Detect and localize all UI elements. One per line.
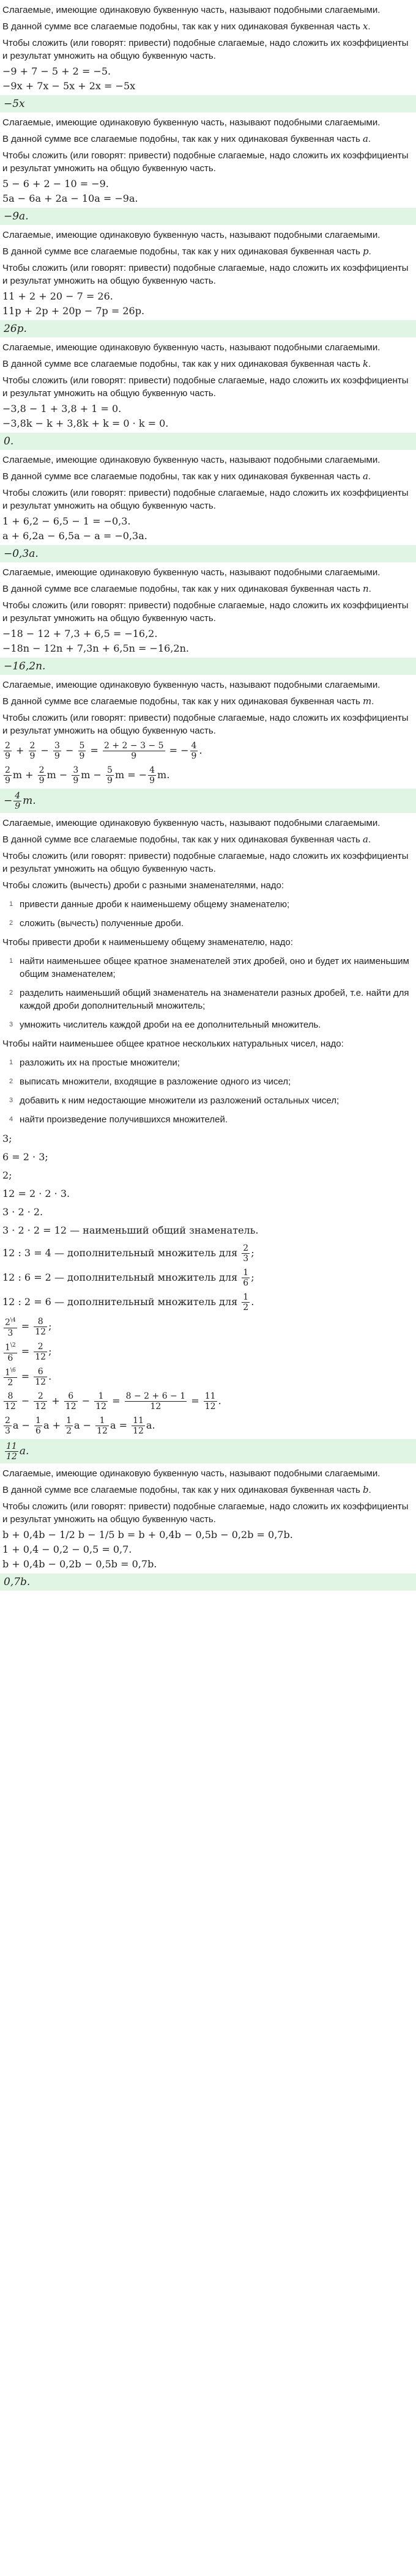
- alike-definition: Слагаемые, имеющие одинаковую буквенную часть, называют подобными слагаемыми.: [2, 818, 381, 828]
- similar-statement: В данной сумме все слагаемые подобны, так как у них одинаковая буквенная часть a.: [2, 133, 371, 144]
- combine-rule: Чтобы сложить (или говорят: привести) подобные слагаемые, надо сложить их коэффициенты и результат умножить на общую буквенную часть.: [2, 150, 409, 174]
- math-line: −18n − 12n + 7,3n + 6,5n = −16,2n.: [2, 642, 189, 654]
- combine-rule: Чтобы сложить (или говорят: привести) подобные слагаемые, надо сложить их коэффициенты и результат умножить на общую буквенную часть.: [2, 1501, 409, 1525]
- fraction: $\frac{2}{9}$: [5, 741, 10, 761]
- solution-block: [2, 566, 414, 675]
- list-item: 1 найти наименьшее общее кратное знаменателей этих дробей, оно и будет их наименьшим общим знаменателем;: [9, 956, 409, 979]
- letter-part: b: [362, 1484, 369, 1496]
- list-item: 4 найти произведение получившихся множителей.: [9, 1114, 228, 1125]
- similar-statement: В данной сумме все слагаемые подобны, так как у них одинаковая буквенная часть a.: [2, 471, 371, 482]
- combine-rule: Чтобы сложить (или говорят: привести) подобные слагаемые, надо сложить их коэффициенты и результат умножить на общую буквенную часть.: [2, 375, 409, 399]
- similar-statement: В данной сумме все слагаемые подобны, так как у них одинаковая буквенная часть a.: [2, 834, 371, 845]
- calc-line-frac: 12 : 2 = 6 — дополнительный множитель для $\frac{1}{2}$ .: [2, 1292, 254, 1312]
- math-line: −3,8k − k + 3,8k + k = 0 · k = 0.: [2, 418, 169, 429]
- answer-band: −0,3a.: [0, 545, 416, 562]
- similar-statement: В данной сумме все слагаемые подобны, так как у них одинаковая буквенная часть b.: [2, 1484, 371, 1496]
- combine-rule: Чтобы сложить (или говорят: привести) подобные слагаемые, надо сложить их коэффициенты и результат умножить на общую буквенную часть.: [2, 38, 409, 61]
- calc-line: 12 = 2 · 2 · 3.: [2, 1188, 70, 1199]
- list-item: 2 разделить наименьший общий знаменатель на знаменатели разных дробей, т.е. найти для каждой дроби дополнительный множитель;: [9, 988, 409, 1011]
- math-line: −18 − 12 + 7,3 + 6,5 = −16,2.: [2, 628, 158, 639]
- fraction: $\frac{2}{9}$: [29, 741, 35, 761]
- similar-statement: В данной сумме все слагаемые подобны, так как у них одинаковая буквенная часть p.: [2, 246, 371, 257]
- math-line: −9x + 7x − 5x + 2x = −5x: [2, 80, 136, 92]
- combine-rule: Чтобы сложить (или говорят: привести) подобные слагаемые, надо сложить их коэффициенты и результат умножить на общую буквенную часть.: [2, 263, 409, 286]
- answer-band: 0,7b.: [0, 1573, 416, 1591]
- math-line: 5a − 6a + 2a − 10a = −9a.: [2, 193, 138, 204]
- similar-statement: В данной сумме все слагаемые подобны, так как у них одинаковая буквенная часть m.: [2, 696, 374, 707]
- alike-definition: Слагаемые, имеющие одинаковую буквенную часть, называют подобными слагаемыми.: [2, 455, 381, 465]
- math-line: −3,8 − 1 + 3,8 + 1 = 0.: [2, 403, 122, 414]
- calc-line: 2;: [2, 1169, 12, 1181]
- letter-part: x: [362, 21, 368, 32]
- calc-line-frac: 12 : 3 = 4 — дополнительный множитель для $\frac{2}{3}$ ;: [2, 1243, 254, 1264]
- alike-definition: Слагаемые, имеющие одинаковую буквенную часть, называют подобными слагаемыми.: [2, 567, 381, 578]
- alike-definition: Слагаемые, имеющие одинаковую буквенную часть, называют подобными слагаемыми.: [2, 680, 381, 690]
- solution-block: [2, 4, 414, 112]
- list-item: 1 привести данные дроби к наименьшему общему знаменателю;: [9, 899, 290, 910]
- fraction-line: $\frac{2}{9}$ m + $\frac{2}{9}$ m − $\frac{3}{9}$ m − $\frac{5}{9}$ m = − $\frac{4}{9}$ m.: [5, 765, 170, 786]
- answer-band: $\frac{11}{12}$ a.: [0, 1439, 416, 1463]
- math-line: 11p + 2p + 20p − 7p = 26p.: [2, 305, 145, 317]
- solution-block: [2, 454, 414, 562]
- fraction-line: $\frac{1^{\backslash 6}}{2}$ = $\frac{6}{12}$ .: [5, 1366, 52, 1388]
- letter-part: a: [362, 834, 368, 845]
- letter-part: n: [362, 583, 369, 594]
- math-line: b + 0,4b − 1/2 b − 1/5 b = b + 0,4b − 0,5b − 0,2b = 0,7b.: [2, 1529, 293, 1541]
- reduce-intro: Чтобы привести дроби к наименьшему общему знаменателю, надо:: [2, 937, 293, 948]
- answer-band: 26p.: [0, 320, 416, 337]
- fraction: $\frac{2 + 2 - 3 - 5}{9}$: [104, 741, 164, 761]
- answer-band: −16,2n.: [0, 658, 416, 675]
- similar-statement: В данной сумме все слагаемые подобны, так как у них одинаковая буквенная часть n.: [2, 583, 371, 594]
- alike-definition: Слагаемые, имеющие одинаковую буквенную часть, называют подобными слагаемыми.: [2, 230, 381, 240]
- fraction-line: $\frac{2}{3}$ a − $\frac{1}{6}$ a + $\frac{1}{2}$ a − $\frac{1}{12}$ a = $\frac{11}{12}$ a.: [5, 1416, 155, 1437]
- list-item: 3 добавить к ним недостающие множители из разложений остальных чисел;: [9, 1095, 340, 1106]
- reduce-steps: [2, 955, 414, 1031]
- letter-part: a: [362, 471, 368, 482]
- answer-band: −9a.: [0, 208, 416, 225]
- list-item: 2 сложить (вычесть) полученные дроби.: [9, 918, 184, 929]
- combine-rule: Чтобы сложить (или говорят: привести) подобные слагаемые, надо сложить их коэффициенты и результат умножить на общую буквенную часть.: [2, 488, 409, 511]
- solution-block-b: [2, 1467, 414, 1591]
- calc-line: 3 · 2 · 2 = 12 — наименьший общий знаменатель.: [2, 1224, 259, 1236]
- math-line: 5 − 6 + 2 − 10 = −9.: [2, 178, 109, 190]
- solution-block: [2, 341, 414, 450]
- calc-line-frac: 12 : 6 = 2 — дополнительный множитель для $\frac{1}{6}$ ;: [2, 1268, 254, 1288]
- solution-block: [2, 116, 414, 225]
- math-line: b + 0,4b − 0,2b − 0,5b = 0,7b.: [2, 1558, 157, 1570]
- calc-line: 3;: [2, 1133, 12, 1144]
- list-item: 2 выписать множители, входящие в разложение одного из чисел;: [9, 1076, 291, 1087]
- fraction: $\frac{4}{9}$: [191, 741, 197, 761]
- answer-band: −5x: [0, 95, 416, 112]
- math-line: 11 + 2 + 20 − 7 = 26.: [2, 290, 113, 302]
- fraction: $\frac{3}{9}$: [54, 741, 60, 761]
- solution-block-m: [2, 679, 414, 813]
- calc-line: 6 = 2 · 3;: [2, 1151, 48, 1163]
- math-line: −9 + 7 − 5 + 2 = −5.: [2, 65, 111, 77]
- solution-block-a-fractions: [2, 817, 414, 1463]
- calc-line: 3 · 2 · 2.: [2, 1206, 43, 1218]
- similar-statement: В данной сумме все слагаемые подобны, так как у них одинаковая буквенная часть x.: [2, 21, 371, 32]
- fraction-line: $\frac{2}{9}$ + $\frac{2}{9}$ − $\frac{3}{9}$ − $\frac{5}{9}$ = $\frac{2 + 2 - 3 - 5}{9}$ = − $\frac{4}{9}$ .: [5, 741, 202, 761]
- alike-definition: Слагаемые, имеющие одинаковую буквенную часть, называют подобными слагаемыми.: [2, 5, 381, 15]
- combine-rule: Чтобы сложить (или говорят: привести) подобные слагаемые, надо сложить их коэффициенты и результат умножить на общую буквенную часть.: [2, 713, 409, 736]
- math-line: 1 + 6,2 − 6,5 − 1 = −0,3.: [2, 515, 131, 527]
- combine-rule: Чтобы сложить (или говорят: привести) подобные слагаемые, надо сложить их коэффициенты и результат умножить на общую буквенную часть.: [2, 600, 409, 624]
- combine-rule: Чтобы сложить (или говорят: привести) подобные слагаемые, надо сложить их коэффициенты и результат умножить на общую буквенную часть.: [2, 851, 409, 874]
- simple-blocks: [2, 4, 414, 675]
- rule-steps: [2, 898, 414, 930]
- fraction-line: $\frac{8}{12}$ − $\frac{2}{12}$ + $\frac{6}{12}$ − $\frac{1}{12}$ = $\frac{8 - 2 + 6 - 1}{12}$ = $\frac{11}{12}$ .: [5, 1391, 221, 1412]
- alike-definition: Слагаемые, имеющие одинаковую буквенную часть, называют подобными слагаемыми.: [2, 117, 381, 128]
- list-item: 1 разложить их на простые множители;: [9, 1058, 180, 1068]
- answer-band: − $\frac{4}{9}$ m.: [0, 789, 416, 813]
- fraction-line: $\frac{1^{\backslash 2}}{6}$ = $\frac{2}{12}$ ;: [5, 1341, 52, 1363]
- letter-part: k: [362, 358, 369, 369]
- lcm-steps: [2, 1056, 414, 1126]
- list-item: 3 умножить числитель каждой дроби на ее дополнительный множитель.: [9, 1020, 321, 1030]
- math-line: 1 + 0,4 − 0,2 − 0,5 = 0,7.: [2, 1544, 132, 1556]
- math-line: a + 6,2a − 6,5a − a = −0,3a.: [2, 530, 147, 542]
- alike-definition: Слагаемые, имеющие одинаковую буквенную часть, называют подобными слагаемыми.: [2, 342, 381, 353]
- alike-definition: Слагаемые, имеющие одинаковую буквенную часть, называют подобными слагаемыми.: [2, 1468, 381, 1479]
- fraction: $\frac{5}{9}$: [79, 741, 85, 761]
- similar-statement: В данной сумме все слагаемые подобны, так как у них одинаковая буквенная часть k.: [2, 358, 371, 369]
- letter-part: a: [362, 133, 368, 144]
- lcm-intro: Чтобы найти наименьшее общее кратное нескольких натуральных чисел, надо:: [2, 1039, 344, 1049]
- solution-block: [2, 229, 414, 337]
- unlike-fractions-intro: Чтобы сложить (вычесть) дроби с разными знаменателями, надо:: [2, 880, 284, 891]
- letter-part: p: [362, 246, 369, 257]
- fraction-line: $\frac{2^{\backslash 4}}{3}$ = $\frac{8}{12}$ ;: [5, 1317, 52, 1338]
- answer-band: 0.: [0, 433, 416, 450]
- letter-part: m: [362, 696, 372, 707]
